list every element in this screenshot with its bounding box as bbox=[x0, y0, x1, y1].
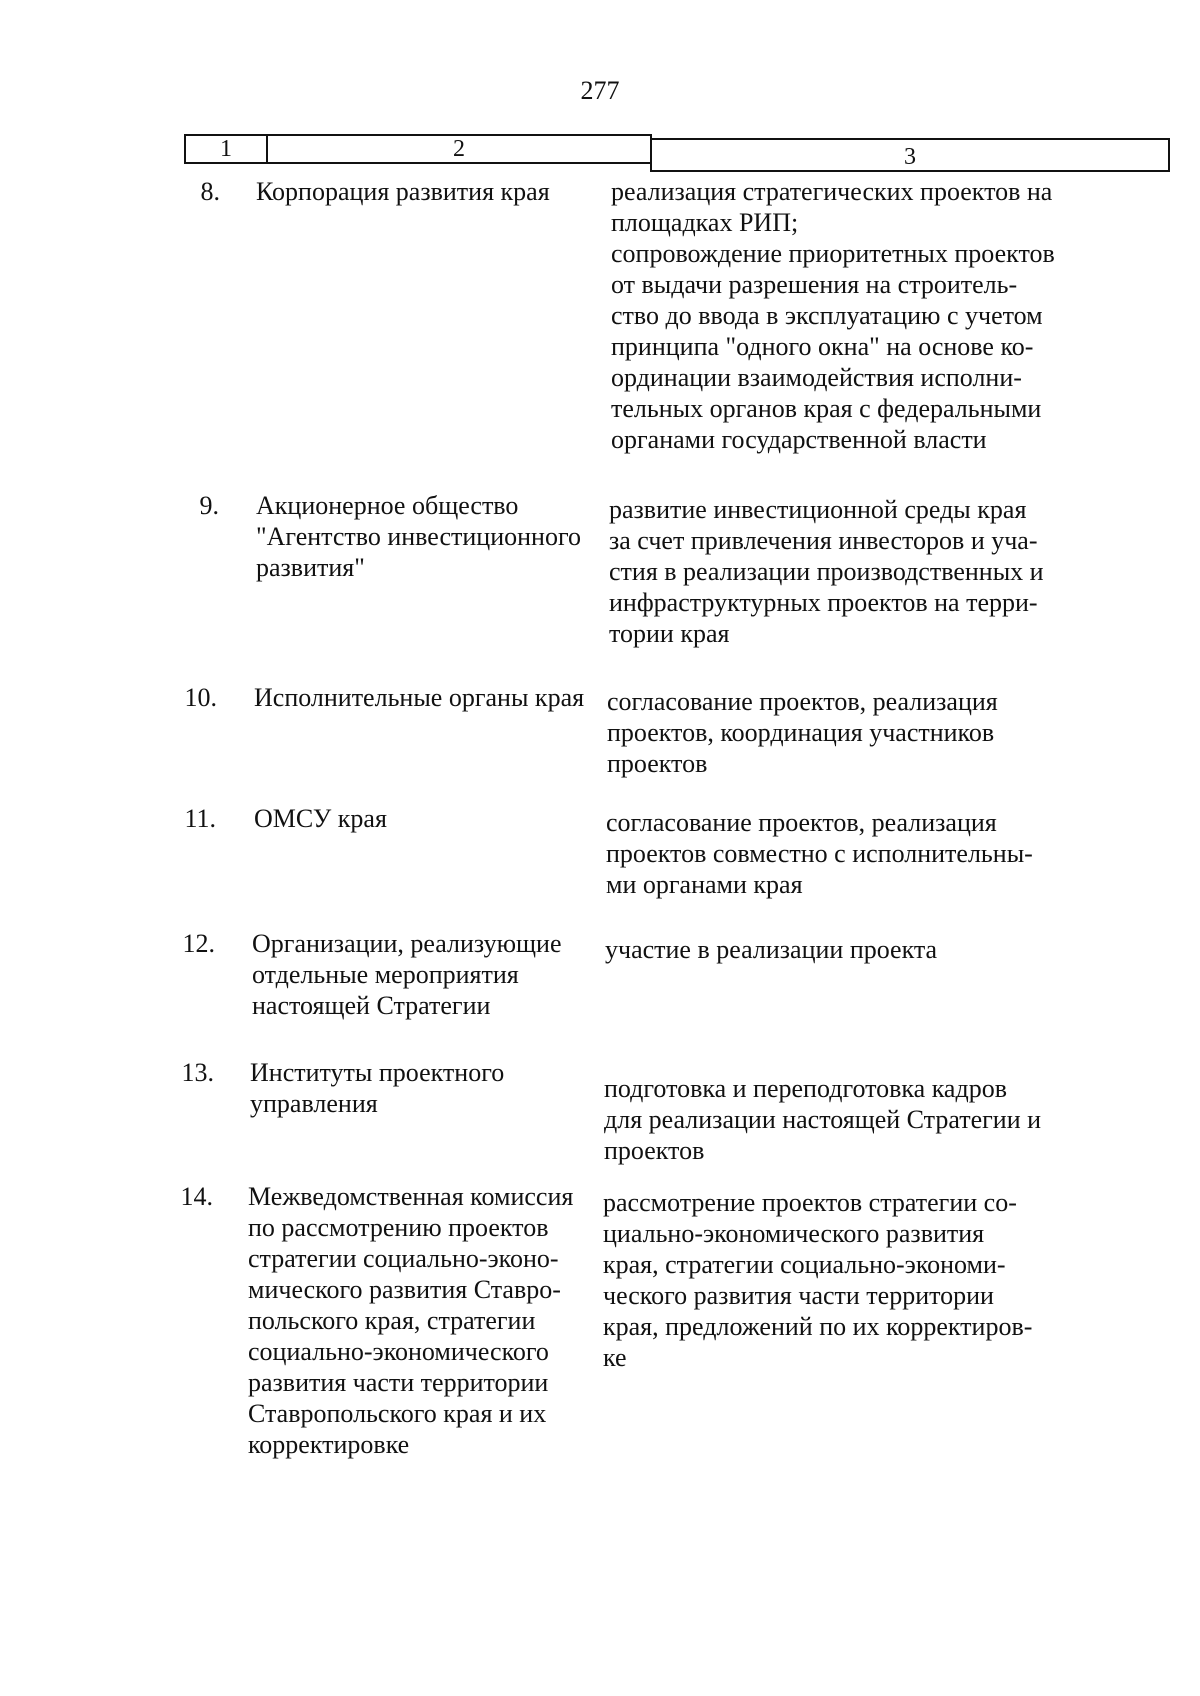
function-line: подготовка и переподготовка кадров bbox=[604, 1074, 1007, 1103]
row-organization bbox=[256, 490, 606, 583]
function-line: сопровождение приоритетных проектов bbox=[611, 239, 1055, 268]
row-number: 8. bbox=[200, 177, 220, 206]
function-line: принципа "одного окна" на основе ко- bbox=[611, 332, 1034, 361]
row-organization bbox=[254, 803, 604, 834]
function-line: участие в реализации проекта bbox=[605, 935, 938, 964]
function-line: ческого развития части территории bbox=[603, 1281, 994, 1310]
header-col-1: 1 bbox=[184, 134, 268, 164]
function-line: рассмотрение проектов стратегии со- bbox=[603, 1188, 1017, 1217]
organization-line: ОМСУ края bbox=[254, 804, 387, 833]
page-number: 277 bbox=[580, 76, 620, 105]
function-line: стия в реализации производственных и bbox=[609, 557, 1044, 586]
row-organization bbox=[254, 682, 604, 713]
organization-line: Организации, реализующие bbox=[252, 929, 562, 958]
header-col-3: 3 bbox=[650, 138, 1170, 172]
organization-line: развития части территории bbox=[248, 1368, 549, 1397]
organization-line: Ставропольского края и их bbox=[248, 1399, 547, 1428]
organization-line: настоящей Стратегии bbox=[252, 991, 491, 1020]
organization-line: Исполнительные органы края bbox=[254, 683, 585, 712]
organization-line: стратегии социально-эконо- bbox=[248, 1244, 559, 1273]
row-number: 11. bbox=[184, 804, 216, 833]
organization-line: польского края, стратегии bbox=[248, 1306, 536, 1335]
row-organization bbox=[256, 176, 606, 207]
organization-line: Акционерное общество bbox=[256, 491, 519, 520]
row-number: 13. bbox=[181, 1058, 214, 1087]
row-organization bbox=[250, 1057, 600, 1119]
function-line: за счет привлечения инвесторов и уча- bbox=[609, 526, 1038, 555]
function-line: для реализации настоящей Стратегии и bbox=[604, 1105, 1042, 1134]
function-line: согласование проектов, реализация bbox=[606, 808, 997, 837]
function-line: реализация стратегических проектов на bbox=[611, 177, 1053, 206]
row-function bbox=[604, 1073, 1074, 1166]
organization-line: развития" bbox=[256, 553, 365, 582]
row-function bbox=[605, 934, 1075, 965]
function-line: тельных органов края с федеральными bbox=[611, 394, 1042, 423]
function-line: проектов, координация участников bbox=[607, 718, 995, 747]
function-line: проектов bbox=[604, 1136, 705, 1165]
row-organization bbox=[252, 928, 602, 1021]
row-function bbox=[609, 494, 1079, 649]
function-line: развитие инвестиционной среды края bbox=[609, 495, 1027, 524]
function-line: ми органами края bbox=[606, 870, 803, 899]
function-line: ординации взаимодействия исполни- bbox=[611, 363, 1022, 392]
function-line: ство до ввода в эксплуатацию с учетом bbox=[611, 301, 1043, 330]
organization-line: Институты проектного bbox=[250, 1058, 505, 1087]
function-line: тории края bbox=[609, 619, 730, 648]
row-number: 9. bbox=[199, 491, 219, 520]
organization-line: управления bbox=[250, 1089, 378, 1118]
function-line: органами государственной власти bbox=[611, 425, 987, 454]
organization-line: мического развития Ставро- bbox=[248, 1275, 561, 1304]
organization-line: Межведомственная комиссия bbox=[248, 1182, 574, 1211]
organization-line: отдельные мероприятия bbox=[252, 960, 519, 989]
function-line: площадках РИП; bbox=[611, 208, 799, 237]
row-number: 12. bbox=[182, 929, 215, 958]
row-function bbox=[611, 176, 1081, 455]
row-number: 10. bbox=[184, 683, 217, 712]
row-function bbox=[607, 686, 1077, 779]
function-line: ке bbox=[603, 1343, 627, 1372]
function-line: края, предложений по их корректиров- bbox=[603, 1312, 1033, 1341]
row-function bbox=[606, 807, 1076, 900]
function-line: циально-экономического развития bbox=[603, 1219, 985, 1248]
row-function bbox=[603, 1187, 1073, 1373]
row-number: 14. bbox=[180, 1182, 213, 1211]
function-line: инфраструктурных проектов на терри- bbox=[609, 588, 1038, 617]
organization-line: социально-экономического bbox=[248, 1337, 549, 1366]
organization-line: по рассмотрению проектов bbox=[248, 1213, 549, 1242]
function-line: проектов bbox=[607, 749, 708, 778]
organization-line: "Агентство инвестиционного bbox=[256, 522, 581, 551]
table-header bbox=[184, 134, 1170, 172]
function-line: края, стратегии социально-экономи- bbox=[603, 1250, 1006, 1279]
function-line: согласование проектов, реализация bbox=[607, 687, 998, 716]
organization-line: Корпорация развития края bbox=[256, 177, 550, 206]
header-col-2: 2 bbox=[266, 134, 652, 164]
row-organization bbox=[248, 1181, 598, 1460]
function-line: проектов совместно с исполнительны- bbox=[606, 839, 1033, 868]
organization-line: корректировке bbox=[248, 1430, 410, 1459]
function-line: от выдачи разрешения на строитель- bbox=[611, 270, 1018, 299]
